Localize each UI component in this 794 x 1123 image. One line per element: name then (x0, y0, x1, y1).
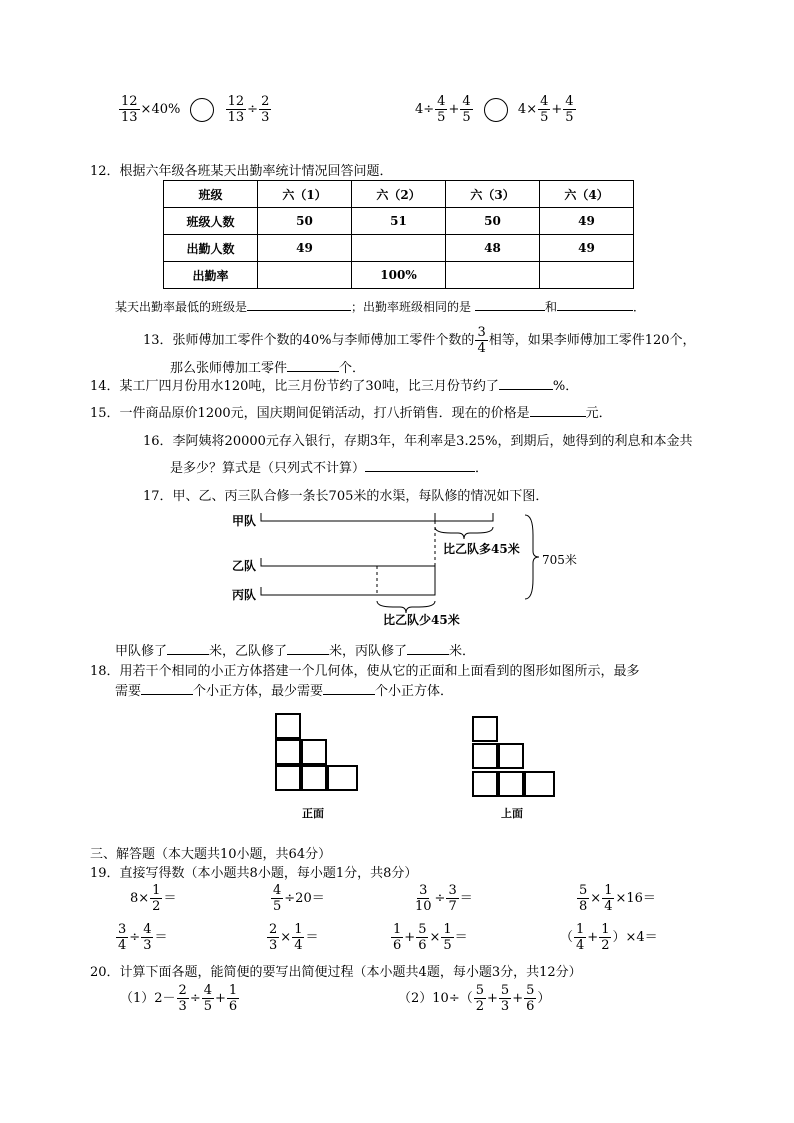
bing-segment (261, 566, 435, 595)
q19-r1c4: $\frac{5}{8}$ × $\frac{1}{4}$ ×16＝ (579, 883, 656, 914)
fraction: $\frac{3}{10}$ (415, 883, 432, 914)
jia-segment (261, 513, 493, 521)
fraction: $\frac{5}{2}$ (475, 983, 484, 1014)
q15: 15．一件商品原价1200元，国庆期间促销活动，打八折销售．现在的价格是 元． (90, 406, 612, 421)
fraction: $\frac{4}{5}$ (203, 983, 213, 1014)
q19-r1c1: 8× $\frac{1}{2}$ ＝ (130, 883, 177, 914)
total-brace (525, 515, 539, 599)
fraction: $\frac{4}{5}$ (462, 94, 471, 125)
q13-line2: 那么张师傅加工零件 个． (170, 361, 366, 376)
fraction: $\frac{1}{4}$ (576, 922, 585, 953)
q19-r2c1: $\frac{3}{4}$ ÷ $\frac{4}{3}$ ＝ (118, 922, 168, 953)
label-yi: 乙队 (232, 559, 257, 573)
label-jia: 甲队 (232, 514, 257, 528)
fraction: $\frac{2}{3}$ (269, 922, 278, 953)
table-blank-cell[interactable] (352, 235, 446, 262)
q19-r1c2: $\frac{4}{5}$ ÷20＝ (273, 883, 325, 914)
q19-r1c3: $\frac{3}{10}$ ÷ $\frac{3}{7}$ ＝ (415, 883, 473, 914)
answer-blank[interactable] (557, 298, 633, 311)
q16-line1: 16．李阿姨将20000元存入银行，存期3年，年利率是3.25%，到期后，她得到的利息和本金共 (143, 434, 693, 449)
q11-right-expression: 4÷ $\frac{4}{5}$ + $\frac{4}{5}$ 4× $\frac{4}{5}$ + $\frac{4}{5}$ (415, 94, 574, 125)
section-3-title: 三、解答题（本大题共10小题，共64分） (90, 847, 332, 862)
fraction: $\frac{1}{2}$ (152, 883, 161, 914)
fraction: $\frac{1}{4}$ (604, 883, 613, 914)
fraction: $\frac{5}{3}$ (500, 983, 510, 1014)
total-label: 705米 (542, 553, 577, 567)
q14: 14．某工厂四月份用水120吨，比三月份节约了30吨，比三月份节约了 %． (90, 379, 579, 394)
fraction: $\frac{4}{5}$ (565, 94, 574, 125)
segment-diagram (255, 505, 545, 625)
answer-blank[interactable] (475, 298, 545, 311)
q19-r2c2: $\frac{2}{3}$ × $\frac{1}{4}$ ＝ (269, 922, 319, 953)
fraction: $\frac{1}{6}$ (393, 922, 402, 953)
q11-left-expression: $\frac{12}{13}$ ×40% $\frac{12}{13}$ ÷ $\frac{2}{3}$ (121, 94, 270, 125)
table-blank-cell[interactable] (446, 262, 540, 289)
more-label: 比乙队多45米 (443, 542, 520, 556)
front-view-label: 正面 (302, 807, 324, 820)
fraction: $\frac{1}{2}$ (601, 922, 610, 953)
q17-answers: 甲队修了 米，乙队修了 米，丙队修了 米． (115, 644, 476, 659)
fraction: $\frac{4}{3}$ (143, 922, 152, 953)
fraction: $\frac{2}{3}$ (178, 983, 187, 1014)
more-brace (435, 527, 493, 539)
fraction: $\frac{3}{4}$ (477, 325, 486, 356)
answer-blank[interactable] (287, 642, 329, 655)
table-row: 出勤率 100% (164, 262, 634, 289)
fraction: $\frac{4}{5}$ (540, 94, 549, 125)
table-row: 出勤人数 49 48 49 (164, 235, 634, 262)
fraction: $\frac{5}{8}$ (579, 883, 588, 914)
q12-questions: 某天出勤率最低的班级是 ；出勤率班级相同的是 和 ． (115, 300, 646, 314)
table-row: 班级人数 50 51 50 49 (164, 208, 634, 235)
answer-blank[interactable] (365, 459, 475, 472)
q20-title: 20．计算下面各题，能简便的要写出简便过程（本小题共4题，每小题3分，共12分） (90, 965, 582, 980)
label-bing: 丙队 (232, 588, 257, 602)
compare-circle[interactable] (484, 98, 508, 122)
fraction: $\frac{2}{3}$ (261, 94, 270, 125)
answer-blank[interactable] (407, 642, 449, 655)
answer-blank[interactable] (499, 377, 553, 390)
q20-p1: （1）2－ $\frac{2}{3}$ ÷ $\frac{4}{5}$ + $\frac{1}{6}$ (120, 983, 238, 1014)
q18-line1: 18．用若干个相同的小正方体搭建一个几何体，使从它的正面和上面看到的图形如图所示，最多 (90, 664, 640, 679)
yi-segment (261, 558, 435, 566)
q19-r2c4: （ $\frac{1}{4}$ + $\frac{1}{2}$ ）×4＝ (560, 922, 658, 953)
fraction: $\frac{5}{6}$ (526, 983, 535, 1014)
q20-p2: （2）10÷（ $\frac{5}{2}$ + $\frac{5}{3}$ + $\frac{5}{6}$ ） (398, 983, 551, 1014)
fraction: $\frac{4}{5}$ (437, 94, 446, 125)
table-blank-cell[interactable] (540, 262, 634, 289)
attendance-table (163, 180, 634, 289)
q18-line2: 需要 个小正方体，最少需要 个小正方体． (115, 684, 454, 699)
table-blank-cell[interactable] (258, 262, 352, 289)
fraction: $\frac{4}{5}$ (273, 883, 282, 914)
answer-blank[interactable] (323, 682, 375, 695)
table-row: 班级 六（1） 六（2） 六（3） 六（4） (164, 181, 634, 208)
q17-title: 17．甲、乙、丙三队合修一条长705米的水渠，每队修的情况如下图． (143, 489, 549, 504)
fraction: $\frac{1}{4}$ (294, 922, 303, 953)
answer-blank[interactable] (530, 404, 586, 417)
fraction: $\frac{1}{5}$ (443, 922, 452, 953)
fraction: $\frac{3}{7}$ (448, 883, 457, 914)
answer-blank[interactable] (287, 359, 339, 372)
q19-title: 19．直接写得数（本小题共8小题，每小题1分，共8分） (90, 866, 418, 881)
top-view-label: 上面 (501, 807, 523, 820)
less-label: 比乙队少45米 (383, 613, 460, 627)
q16-line2: 是多少？算式是（只列式不计算） ． (170, 461, 489, 476)
compare-circle[interactable] (190, 98, 214, 122)
q13-line1: 13．张师傅加工零件个数的40%与李师傅加工零件个数的 $\frac{3}{4}$ 相等，如果李师傅加工零件120个， (143, 325, 696, 356)
fraction: $\frac{12}{13}$ (227, 94, 245, 125)
fraction: $\frac{12}{13}$ (121, 94, 138, 125)
answer-blank[interactable] (141, 682, 193, 695)
fraction: $\frac{5}{6}$ (418, 922, 427, 953)
answer-blank[interactable] (247, 298, 351, 311)
answer-blank[interactable] (167, 642, 209, 655)
fraction: $\frac{3}{4}$ (118, 922, 127, 953)
fraction: $\frac{1}{6}$ (228, 983, 238, 1014)
q12-title: 12．根据六年级各班某天出勤率统计情况回答问题． (90, 164, 393, 179)
q19-r2c3: $\frac{1}{6}$ + $\frac{5}{6}$ × $\frac{1}{5}$ ＝ (393, 922, 468, 953)
